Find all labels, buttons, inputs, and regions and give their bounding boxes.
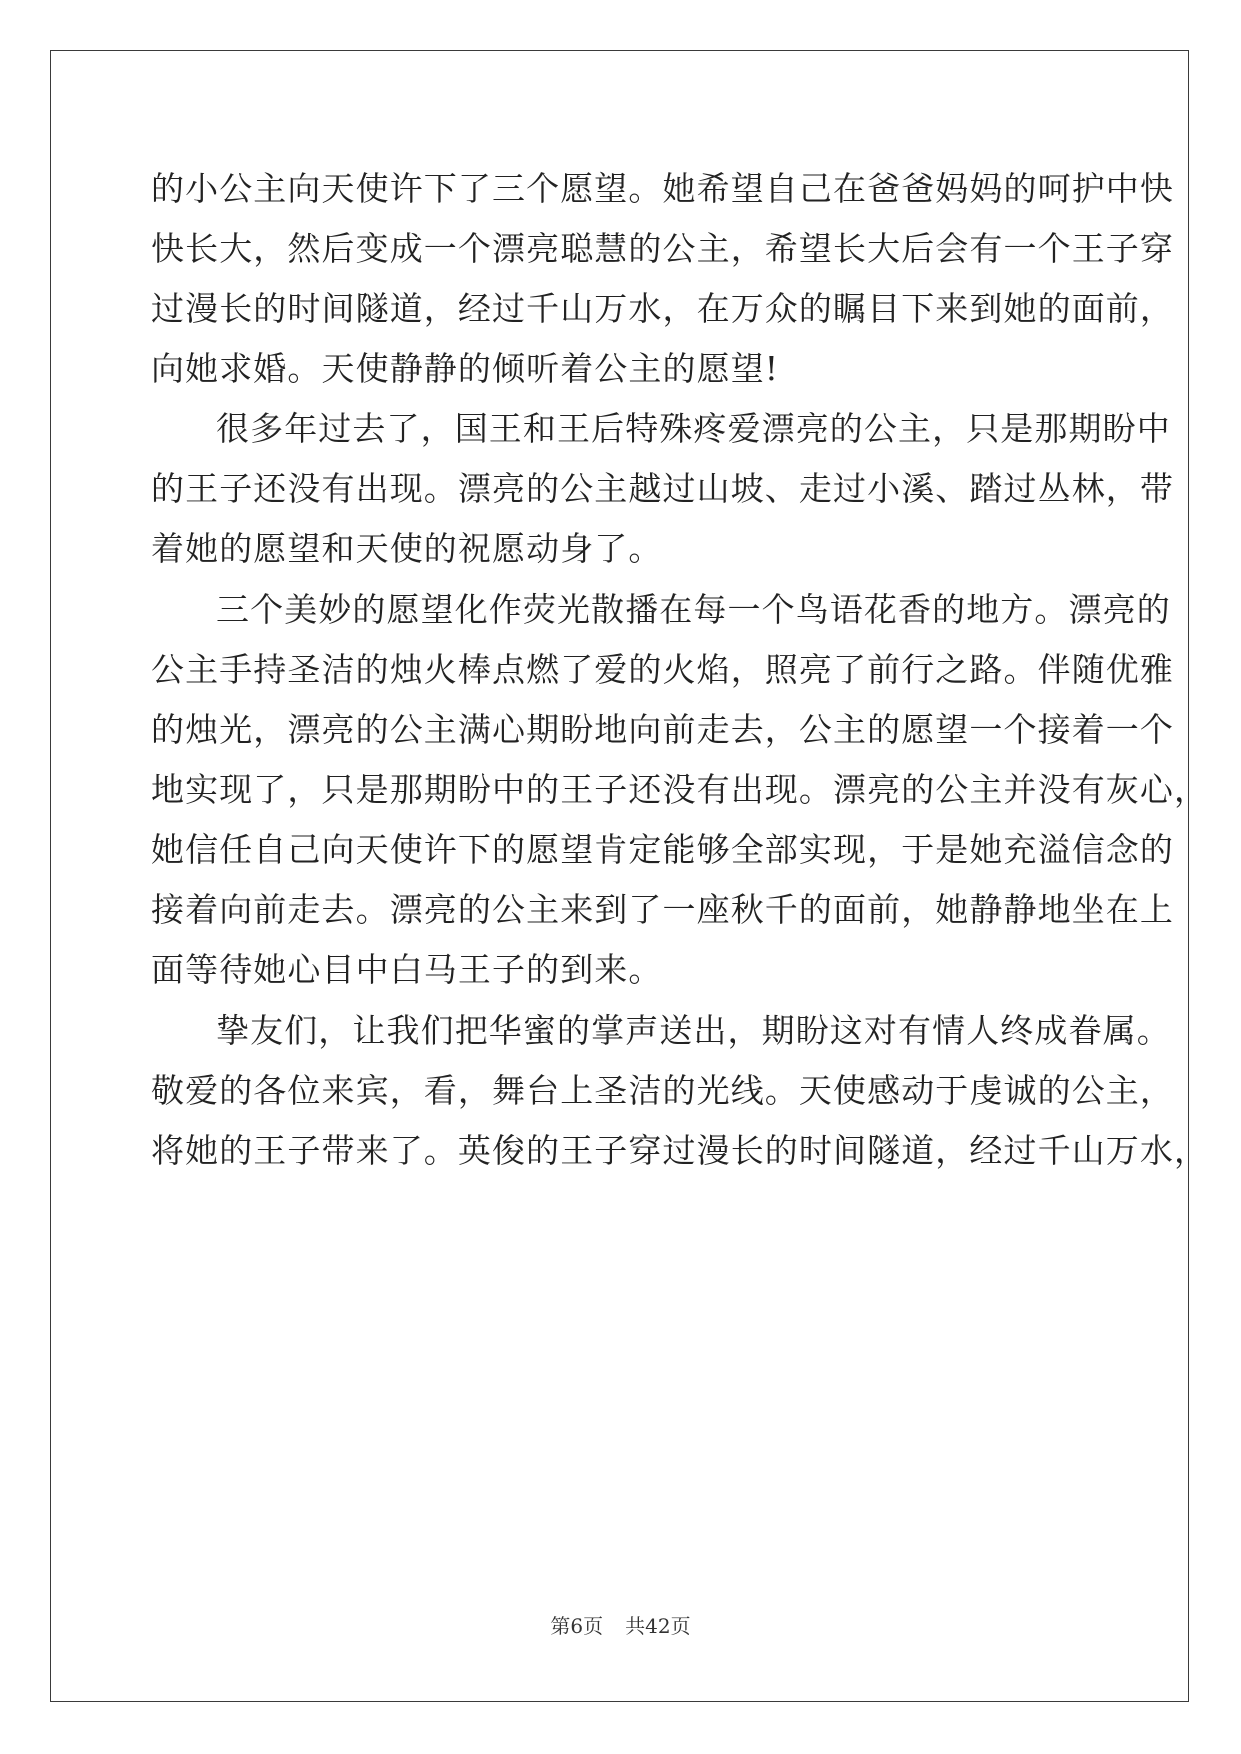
text-line: 的小公主向天使许下了三个愿望。她希望自己在爸爸妈妈的呵护中快: [151, 169, 1174, 208]
text-line: 面等待她心目中白马王子的到来。: [151, 950, 663, 989]
text-line: 向她求婚。天使静静的倾听着公主的愿望!: [151, 349, 780, 388]
page-total: 共42页: [625, 1614, 691, 1638]
text-line: 地实现了，只是那期盼中的王子还没有出现。漂亮的公主并没有灰心，: [151, 770, 1209, 809]
text-line: 着她的愿望和天使的祝愿动身了。: [151, 529, 663, 568]
text-line: 她信任自己向天使许下的愿望肯定能够全部实现，于是她充溢信念的: [151, 830, 1174, 869]
text-line: 过漫长的时间隧道，经过千山万水，在万众的瞩目下来到她的面前，: [151, 289, 1174, 328]
text-line: 公主手持圣洁的烛火棒点燃了爱的火焰，照亮了前行之路。伴随优雅: [151, 650, 1174, 689]
text-line: 敬爱的各位来宾，看，舞台上圣洁的光线。天使感动于虔诚的公主，: [151, 1071, 1174, 1110]
text-line: 很多年过去了，国王和王后特殊疼爱漂亮的公主，只是那期盼中: [216, 409, 1171, 448]
text-line: 将她的王子带来了。英俊的王子穿过漫长的时间隧道，经过千山万水，: [151, 1131, 1209, 1170]
page-number: 第6页: [550, 1614, 604, 1638]
text-line: 的烛光，漂亮的公主满心期盼地向前走去，公主的愿望一个接着一个: [151, 710, 1174, 749]
page-footer: [0, 1610, 1241, 1639]
text-line: 挚友们，让我们把华蜜的掌声送出，期盼这对有情人终成眷属。: [216, 1011, 1171, 1050]
text-line: 快长大，然后变成一个漂亮聪慧的公主，希望长大后会有一个王子穿: [151, 229, 1174, 268]
text-line: 接着向前走去。漂亮的公主来到了一座秋千的面前，她静静地坐在上: [151, 890, 1174, 929]
text-line: 三个美妙的愿望化作荧光散播在每一个鸟语花香的地方。漂亮的: [216, 590, 1171, 629]
text-line: 的王子还没有出现。漂亮的公主越过山坡、走过小溪、踏过丛林，带: [151, 469, 1174, 508]
